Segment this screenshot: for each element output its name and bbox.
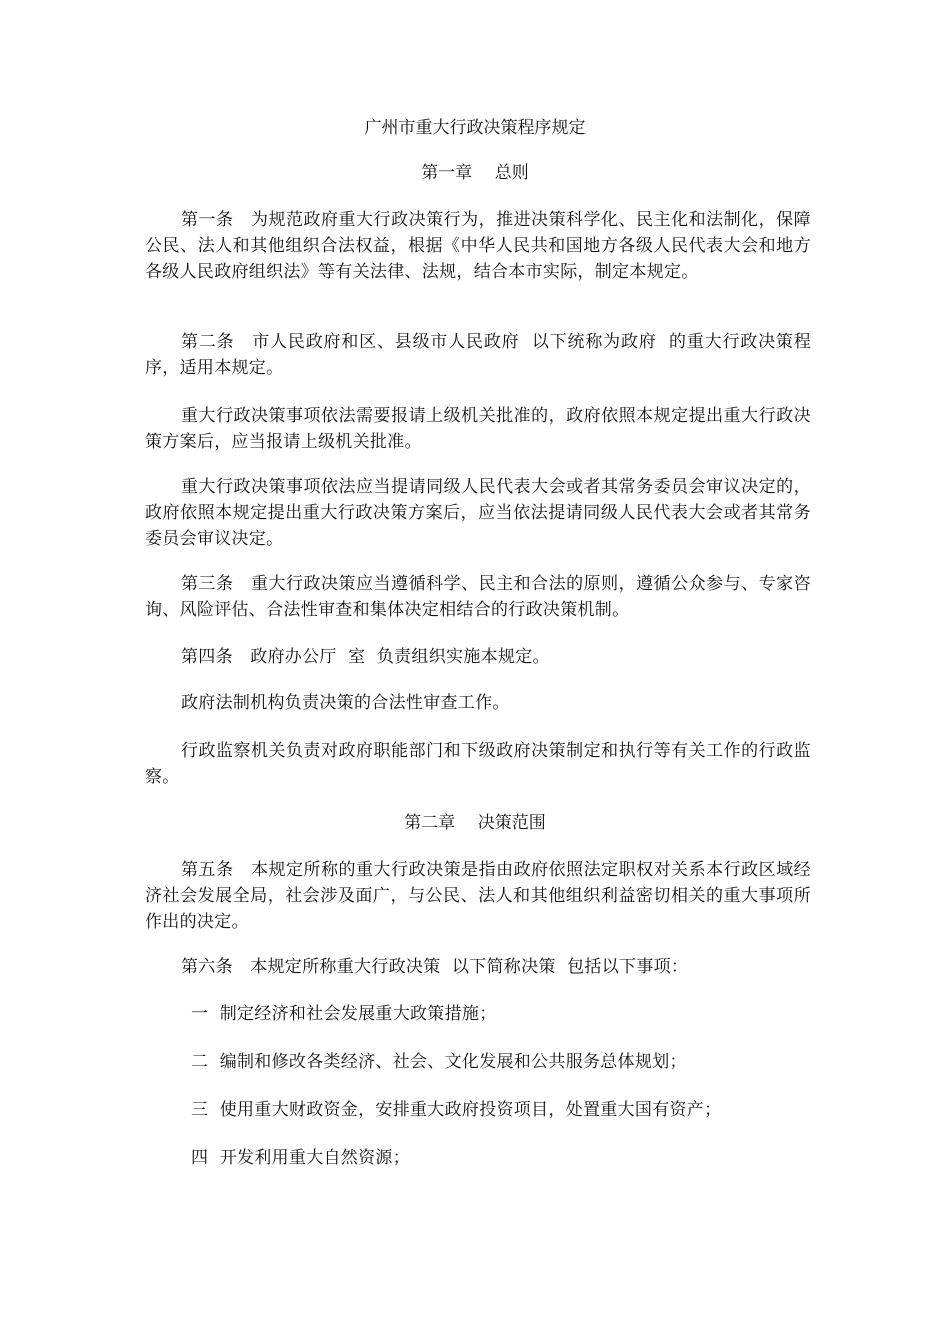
paragraph-article-3: 第三条 重大行政决策应当遵循科学、民主和合法的原则，遵循公众参与、专家咨询、风险评估、合法性审查和集体决定相结合的行政决策机制。 [145, 574, 811, 620]
list-item: 一 制定经济和社会发展重大政策措施； [191, 1004, 497, 1024]
paragraph-article-4-clause-3: 行政监察机关负责对政府职能部门和下级政府决策制定和执行等有关工作的行政监察。 [145, 741, 811, 787]
list-item: 二 编制和修改各类经济、社会、文化发展和公共服务总体规划； [191, 1052, 687, 1072]
chapter-heading-1: 第一章 总则 [421, 163, 529, 183]
chapter-heading-2: 第二章 决策范围 [404, 813, 546, 833]
paragraph-article-2-clause-2: 重大行政决策事项依法需要报请上级机关批准的，政府依照本规定提出重大行政决策方案后，应当报请上级机关批准。 [145, 406, 811, 452]
paragraph-article-2: 第二条 市人民政府和区、县级市人民政府 以下统称为政府 的重大行政决策程序，适用本规定。 [145, 332, 811, 378]
paragraph-article-4: 第四条 政府办公厅 室 负责组织实施本规定。 [181, 647, 550, 667]
document-title: 广州市重大行政决策程序规定 [364, 118, 586, 138]
paragraph-article-2-clause-3: 重大行政决策事项依法应当提请同级人民代表大会或者其常务委员会审议决定的，政府依照本规定提出重大行政决策方案后，应当依法提请同级人民代表大会或者其常务委员会审议决定。 [145, 477, 811, 549]
list-item: 三 使用重大财政资金，安排重大政府投资项目，处置重大国有资产； [191, 1100, 722, 1120]
paragraph-article-6: 第六条 本规定所称重大行政决策 以下简称决策 包括以下事项： [181, 957, 689, 977]
paragraph-article-4-clause-2: 政府法制机构负责决策的合法性审查工作。 [181, 693, 510, 713]
list-item: 四 开发利用重大自然资源； [191, 1148, 411, 1168]
paragraph-article-1: 第一条 为规范政府重大行政决策行为，推进决策科学化、民主化和法制化，保障公民、法人和其他组织合法权益，根据《中华人民共和国地方各级人民代表大会和地方各级人民政府组织法》等有关法律、法规，结合本市实际，制定本规定。 [145, 210, 811, 282]
paragraph-article-5: 第五条 本规定所称的重大行政决策是指由政府依照法定职权对关系本行政区域经济社会发展全局，社会涉及面广，与公民、法人和其他组织利益密切相关的重大事项所作出的决定。 [145, 860, 811, 932]
